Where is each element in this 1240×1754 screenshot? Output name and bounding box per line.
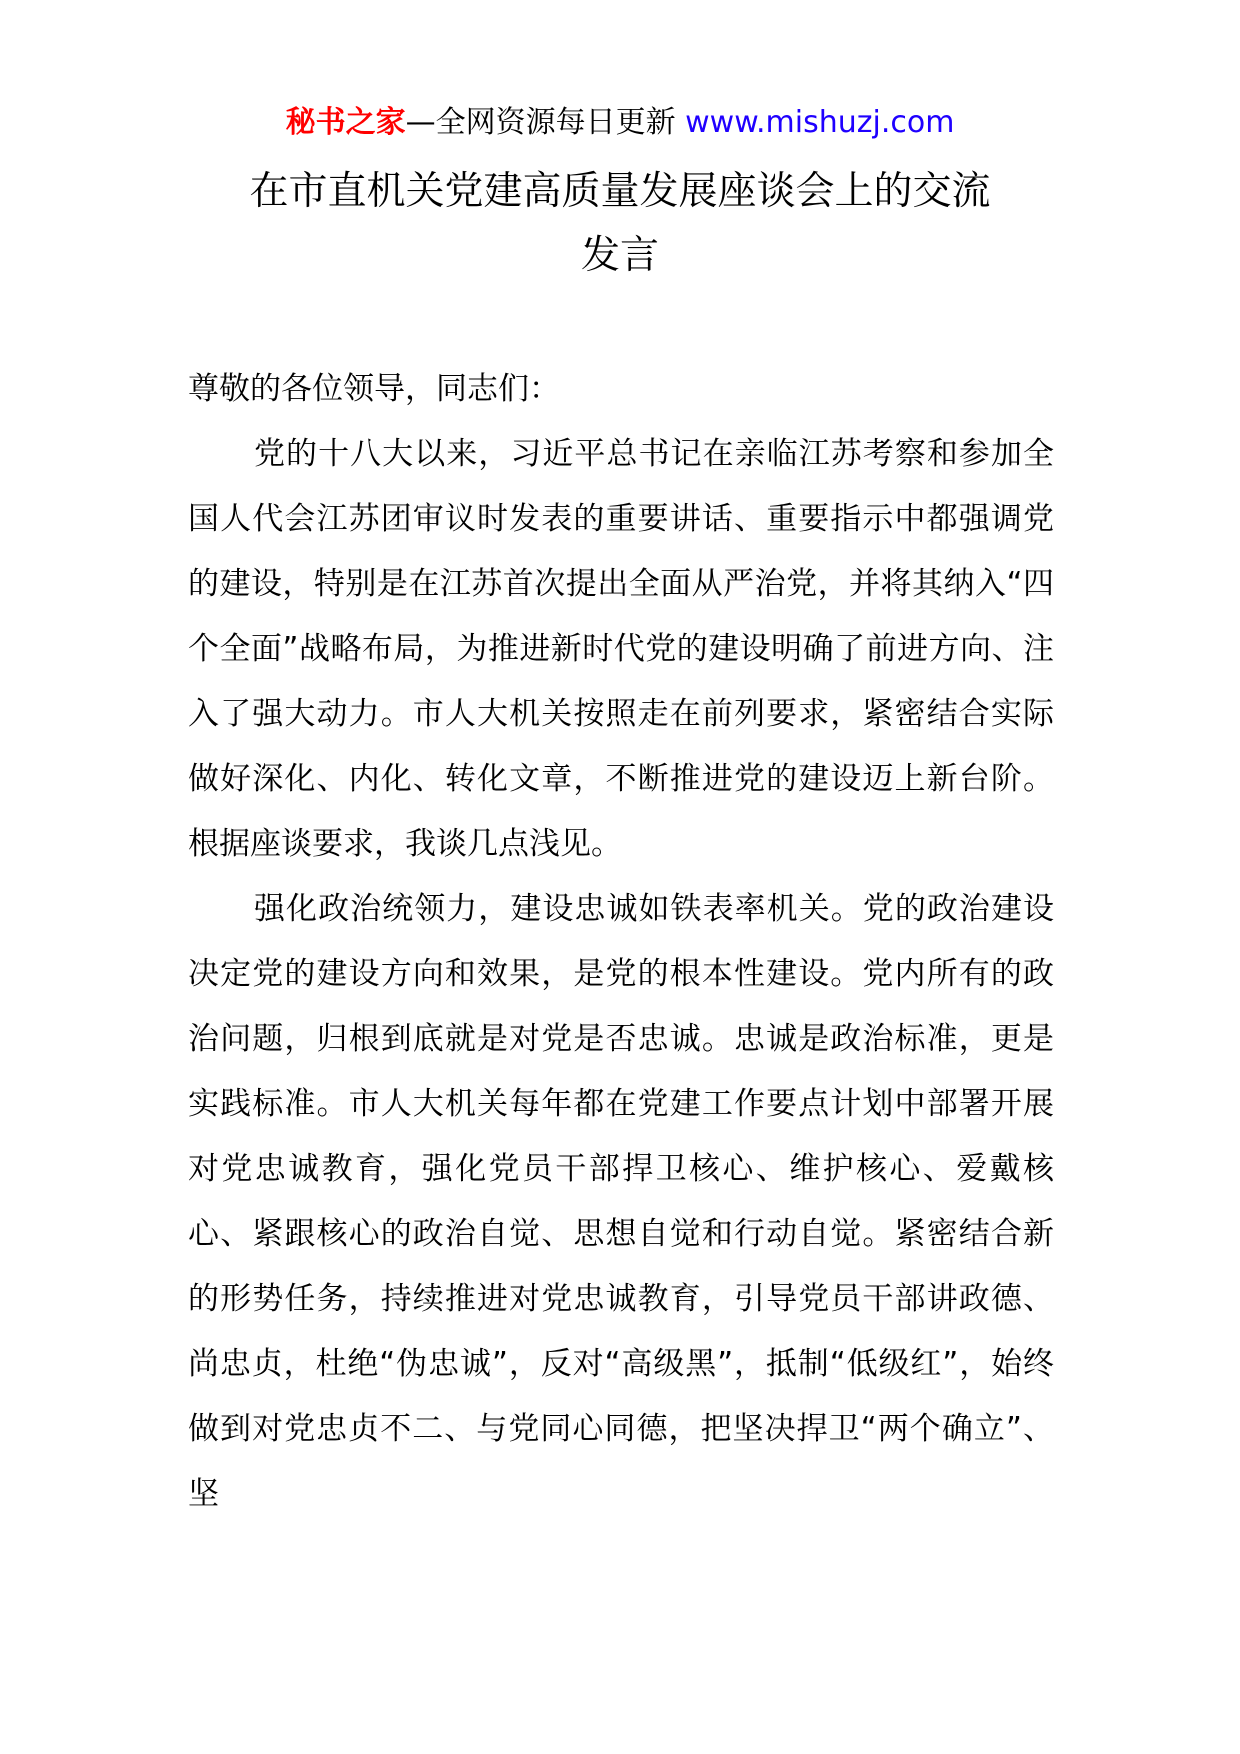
paragraph-1: 党的十八大以来，习近平总书记在亲临江苏考察和参加全国人代会江苏团审议时发表的重要讲话、重要指示中都强调党的建设，特别是在江苏首次提出全面从严治党，并将其纳入“四个全面”战略布局，为推进新时代党的建设明确了前进方向、注入了强大动力。市人大机关按照走在前列要求，紧密结合实际做好深化、内化、转化文章，不断推进党的建设迈上新台阶。根据座谈要求，我谈几点浅见。 <box>188 436 1054 862</box>
paragraph-2: 强化政治统领力，建设忠诚如铁表率机关。党的政治建设决定党的建设方向和效果，是党的根本性建设。党内所有的政治问题，归根到底就是对党是否忠诚。忠诚是政治标准，更是实践标准。市人大机关每年都在党建工作要点计划中部署开展对党忠诚教育，强化党员干部捍卫核心、维护核心、爱戴核心、紧跟核心的政治自觉、思想自觉和行动自觉。紧密结合新的形势任务，持续推进对党忠诚教育，引导党员干部讲政德、尚忠贞，杜绝“伪忠诚”，反对“高级黑”，抵制“低级红”，始终做到对党忠贞不二、与党同心同德，把坚决捍卫“两个确立”、坚 <box>188 891 1054 1512</box>
document-title <box>160 160 1080 288</box>
banner-tagline: —全网资源每日更新 <box>405 105 676 140</box>
document-body <box>188 357 1054 1527</box>
banner-url[interactable]: www.mishuzj.com <box>685 105 955 140</box>
banner-brand: 秘书之家 <box>285 105 406 140</box>
document-title-line-2: 发言 <box>580 233 659 278</box>
source-banner <box>0 101 1240 145</box>
document-title-line-1: 在市直机关党建高质量发展座谈会上的交流 <box>249 169 991 214</box>
salutation: 尊敬的各位领导，同志们： <box>188 371 560 407</box>
